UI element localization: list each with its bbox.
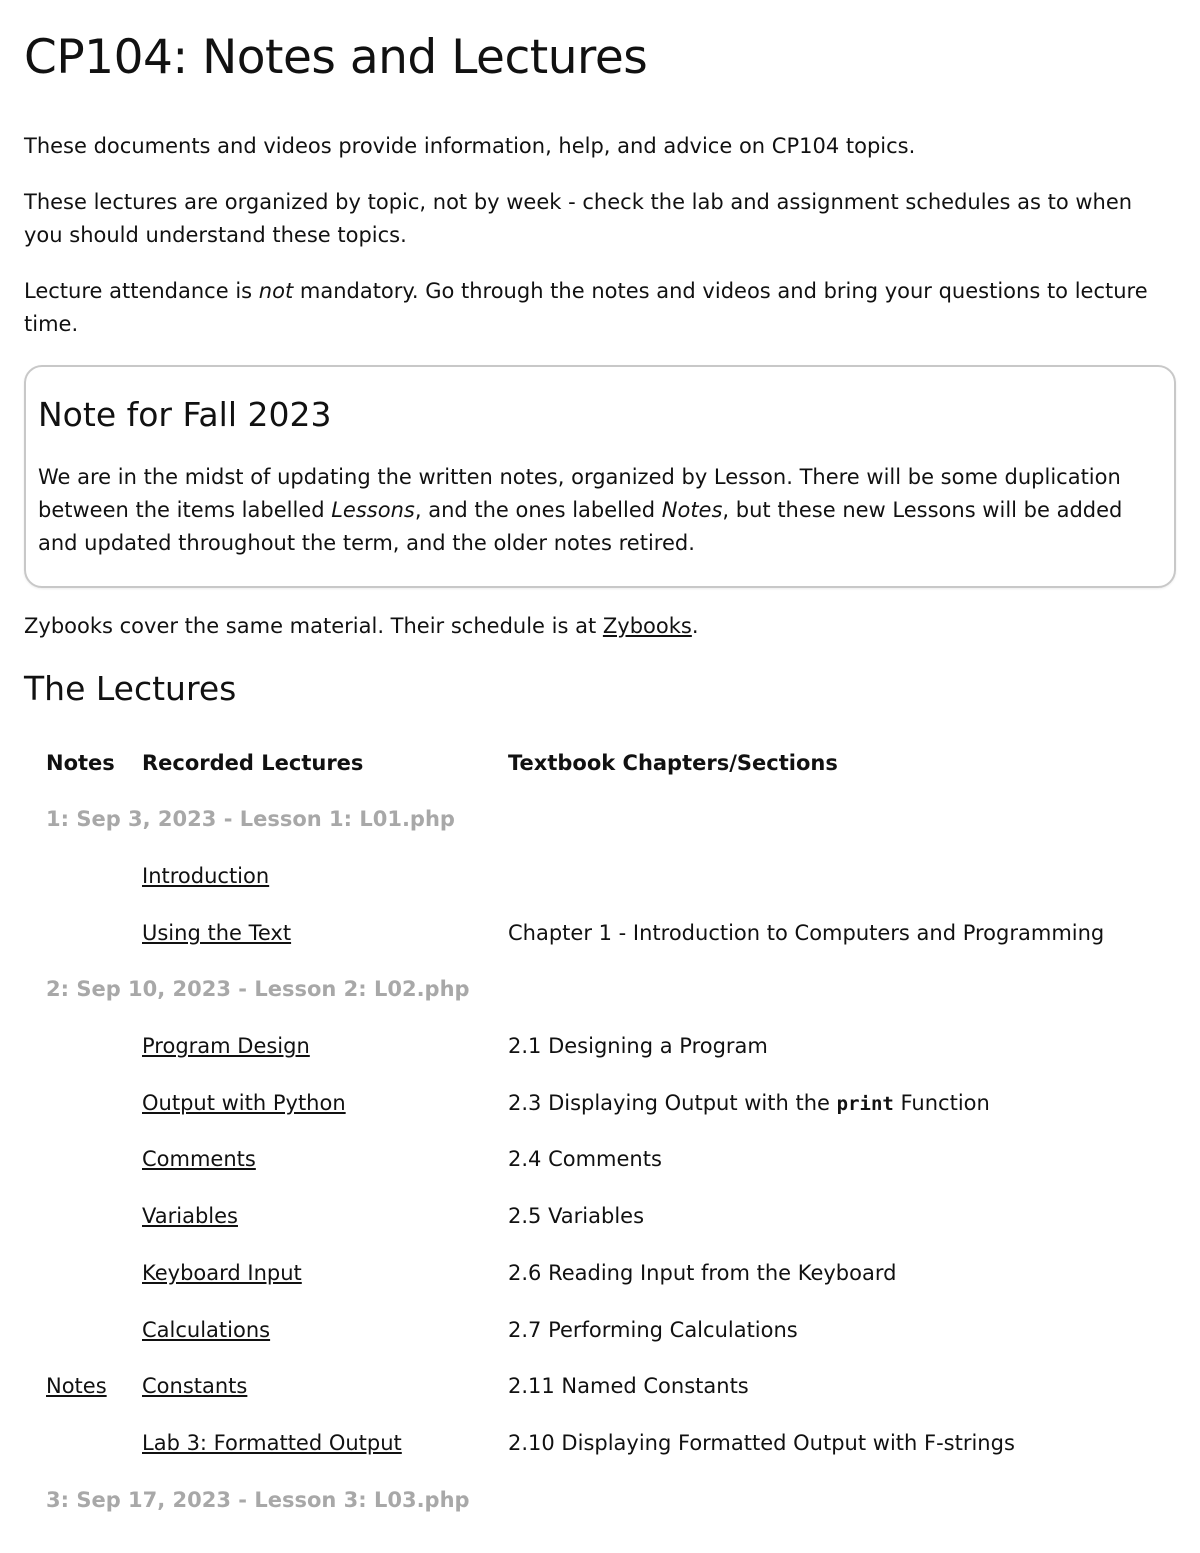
textbook-cell [496,1074,1116,1131]
zybooks-text-before: Zybooks cover the same material. Their schedule is at [24,614,603,638]
lecture-cell [130,1358,496,1415]
table-row [34,1358,1116,1415]
table-row [34,848,1116,905]
attendance-text-before: Lecture attendance is [24,279,259,303]
note-text-1: We are in the midst of updating the written notes, organized by Lesson. There will be some duplication between the items labelled [38,465,1121,522]
page-title: CP104: Notes and Lectures [24,30,648,85]
lecture-cell [130,1188,496,1245]
lecture-cell [130,1018,496,1075]
lecture-cell [130,1245,496,1302]
zybooks-text-after: . [691,614,699,638]
lesson-row-2 [34,961,1116,1018]
lecture-link-calculations[interactable]: Calculations [142,1317,271,1342]
notes-cell [34,1358,130,1415]
notes-cell [34,1018,130,1075]
lecture-cell [130,848,496,905]
textbook-cell: 2.10 Displaying Formatted Output with F-strings [508,1430,1015,1455]
table-row [34,1301,1116,1358]
lesson-row-3 [34,1471,1116,1528]
header-recorded-lectures: Recorded Lectures [142,751,364,775]
table-row [34,1415,1116,1472]
table-header-row [34,735,1116,791]
lesson-3-label: 3: Sep 17, 2023 - Lesson 3: L03.php [46,1487,470,1512]
lecture-link-introduction[interactable]: Introduction [142,864,270,889]
notes-cell [34,1074,130,1131]
textbook-text-post: Function [893,1090,990,1115]
notes-link-constants[interactable]: Notes [46,1374,107,1399]
textbook-cell: Chapter 1 - Introduction to Computers and Programming [508,920,1105,945]
table-row [34,1188,1116,1245]
notes-cell [34,1131,130,1188]
print-code: print [836,1092,894,1115]
lecture-cell [130,904,496,961]
textbook-cell: 2.5 Variables [508,1204,645,1229]
header-textbook: Textbook Chapters/Sections [508,751,838,775]
notes-cell [34,904,130,961]
lectures-table [34,735,1116,1528]
zybooks-paragraph [24,610,1176,643]
lecture-cell [130,1131,496,1188]
fall-2023-note-box [24,365,1176,588]
notes-cell [34,848,130,905]
note-em-notes: Notes [661,498,723,522]
zybooks-link[interactable]: Zybooks [602,614,692,638]
lecture-link-constants[interactable]: Constants [142,1374,248,1399]
notes-cell [34,1301,130,1358]
attendance-emphasis: not [258,279,294,303]
table-row [34,1074,1116,1131]
table-row [34,1018,1116,1075]
lecture-link-lab-3-formatted-output[interactable]: Lab 3: Formatted Output [142,1430,402,1455]
textbook-cell [496,848,1116,905]
lecture-link-program-design[interactable]: Program Design [142,1034,310,1059]
attendance-text-after: mandatory. Go through the notes and videos and bring your questions to lecture time. [24,279,1148,336]
table-row [34,1131,1116,1188]
header-notes: Notes [46,751,115,775]
lecture-cell [130,1415,496,1472]
lesson-2-label: 2: Sep 10, 2023 - Lesson 2: L02.php [46,977,470,1002]
lecture-link-using-the-text[interactable]: Using the Text [142,920,292,945]
note-text-2: , and the ones labelled [414,498,662,522]
textbook-cell: 2.1 Designing a Program [508,1034,768,1059]
lecture-cell [130,1301,496,1358]
lesson-1-label: 1: Sep 3, 2023 - Lesson 1: L01.php [46,807,455,832]
lectures-heading: The Lectures [24,669,237,708]
table-row [34,904,1116,961]
lecture-link-output-with-python[interactable]: Output with Python [142,1090,346,1115]
note-box-title: Note for Fall 2023 [38,395,332,434]
note-em-lessons: Lessons [331,498,415,522]
textbook-cell: 2.4 Comments [508,1147,662,1172]
organization-paragraph: These lectures are organized by topic, not by week - check the lab and assignment schedules as to when you should understand these topics. [24,190,1133,247]
lecture-link-keyboard-input[interactable]: Keyboard Input [142,1260,302,1285]
textbook-cell: 2.7 Performing Calculations [508,1317,798,1342]
textbook-cell: 2.6 Reading Input from the Keyboard [508,1260,897,1285]
notes-cell [34,1188,130,1245]
lecture-link-comments[interactable]: Comments [142,1147,256,1172]
textbook-text-pre: 2.3 Displaying Output with the [508,1090,837,1115]
textbook-cell: 2.11 Named Constants [508,1374,749,1399]
note-box-text [38,461,1162,560]
lesson-row-1 [34,791,1116,848]
attendance-paragraph [24,275,1176,341]
lecture-link-variables[interactable]: Variables [142,1204,238,1229]
notes-cell [34,1245,130,1302]
notes-cell [34,1415,130,1472]
lecture-cell [130,1074,496,1131]
intro-paragraph: These documents and videos provide information, help, and advice on CP104 topics. [24,134,916,158]
note-text-3: , but these new Lessons will be added and updated throughout the term, and the older notes retired. [38,498,1123,555]
table-row [34,1245,1116,1302]
